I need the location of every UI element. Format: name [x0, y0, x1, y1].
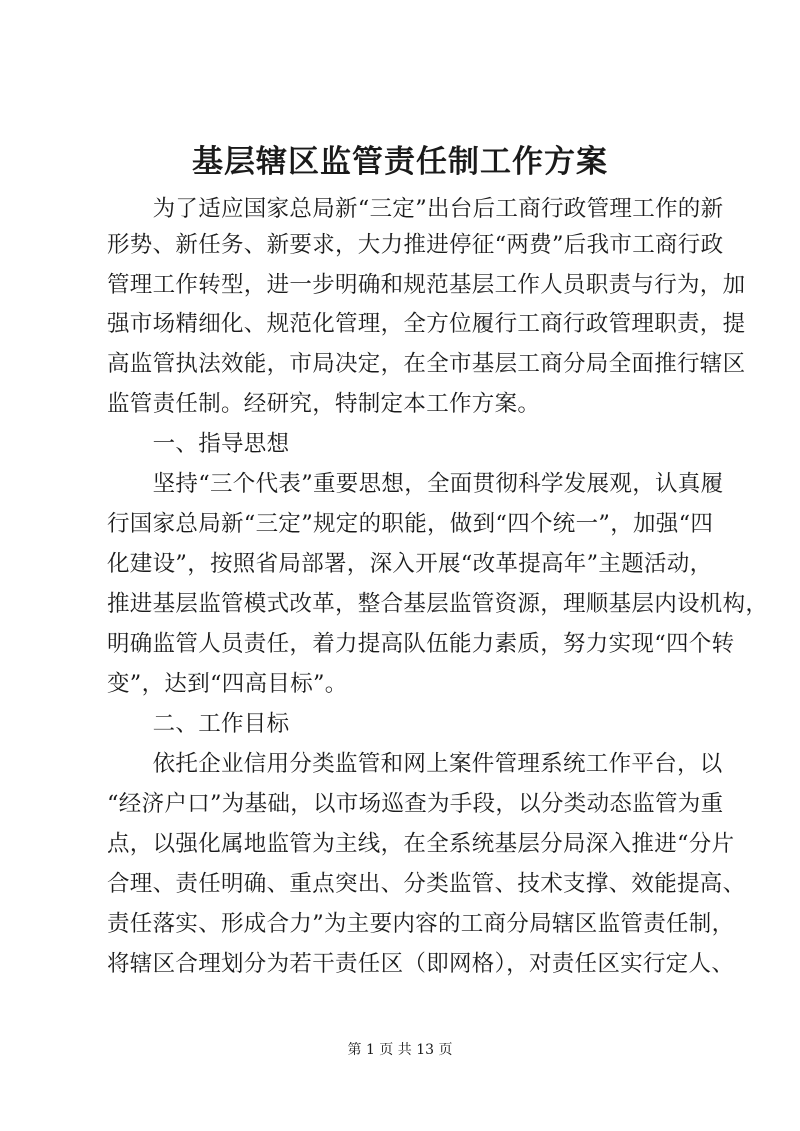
- section-heading: 二、工作目标: [107, 711, 290, 737]
- body-line: 为了适应国家总局新“三定”出台后工商行政管理工作的新: [107, 196, 724, 222]
- body-line: 强市场精细化、规范化管理，全方位履行工商行政管理职责，提: [107, 311, 746, 337]
- body-line: 责任落实、形成合力”为主要内容的工商分局辖区监管责任制，: [107, 911, 735, 937]
- body-line: 行国家总局新“三定”规定的职能，做到“四个统一”，加强“四: [107, 511, 714, 537]
- body-line: 合理、责任明确、重点突出、分类监管、技术支撑、效能提高、: [107, 871, 746, 897]
- body-line: 点，以强化属地监管为主线，在全系统基层分局深入推进“分片: [107, 831, 735, 857]
- body-line: 管理工作转型，进一步明确和规范基层工作人员职责与行为，加: [107, 272, 746, 298]
- page-number: 第 1 页 共 13 页: [347, 1042, 453, 1058]
- body-line: 监管责任制。经研究，特制定本工作方案。: [107, 391, 541, 417]
- body-line: 坚持“三个代表”重要思想，全面贯彻科学发展观，认真履: [107, 471, 724, 497]
- document-title: 基层辖区监管责任制工作方案: [192, 144, 608, 180]
- body-line: 化建设”，按照省局部署，深入开展“改革提高年”主题活动，: [107, 551, 713, 577]
- section-heading: 一、指导思想: [107, 431, 290, 457]
- body-line: 推进基层监管模式改革，整合基层监管资源，理顺基层内设机构，: [107, 591, 769, 617]
- body-line: “经济户口”为基础，以市场巡查为手段，以分类动态监管为重: [107, 791, 724, 817]
- body-line: 依托企业信用分类监管和网上案件管理系统工作平台，以: [107, 751, 723, 777]
- body-line: 将辖区合理划分为若干责任区（即网格），对责任区实行定人、: [107, 951, 735, 977]
- body-line: 明确监管人员责任，着力提高队伍能力素质，努力实现“四个转: [107, 631, 735, 657]
- body-line: 变”，达到“四高目标”。: [107, 671, 348, 697]
- body-line: 形势、新任务、新要求，大力推进停征“两费”后我市工商行政: [107, 232, 724, 258]
- body-line: 高监管执法效能，市局决定，在全市基层工商分局全面推行辖区: [107, 351, 746, 377]
